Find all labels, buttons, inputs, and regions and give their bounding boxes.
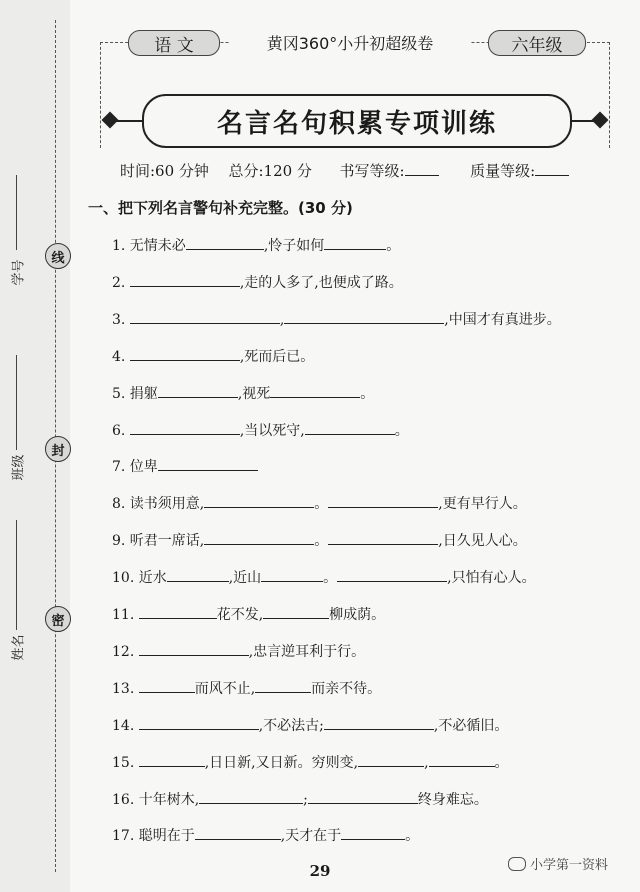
question-text: ,不必循旧。 — [433, 717, 509, 734]
name-label: 姓名 — [11, 634, 27, 661]
header-dash-left — [100, 42, 101, 148]
answer-blank[interactable] — [139, 642, 249, 656]
answer-blank[interactable] — [261, 568, 323, 582]
question-text: ,只怕有心人。 — [447, 570, 536, 587]
total-score: 总分:120 分 — [228, 162, 312, 180]
quality-grade-blank[interactable] — [535, 161, 569, 176]
answer-blank[interactable] — [139, 605, 217, 619]
answer-blank[interactable] — [429, 753, 495, 767]
student-id-label: 学号 — [11, 259, 27, 286]
question-text: 13. — [112, 680, 139, 697]
class-label: 班级 — [11, 454, 27, 481]
question-text: ,忠言逆耳利于行。 — [248, 643, 366, 660]
watermark — [508, 854, 608, 873]
question-text: 3. — [112, 311, 130, 328]
page-title: 名言名句积累专项训练 — [142, 94, 572, 148]
question-2 — [112, 272, 403, 292]
question-text: ; — [303, 791, 308, 808]
question-text: , — [279, 311, 285, 328]
seal-line: 线 — [45, 243, 71, 269]
question-text: 花不发, — [216, 607, 264, 623]
question-text: 。 — [360, 385, 375, 402]
question-12 — [112, 641, 365, 661]
answer-blank[interactable] — [324, 716, 434, 730]
question-17 — [112, 825, 419, 845]
question-text: 17. 聪明在于 — [112, 828, 195, 845]
answer-blank[interactable] — [305, 421, 395, 435]
grade-badge: 六年级 — [488, 30, 586, 56]
answer-blank[interactable] — [204, 531, 314, 545]
answer-blank[interactable] — [337, 568, 447, 582]
answer-blank[interactable] — [130, 273, 240, 287]
question-text: ,更有早行人。 — [438, 496, 527, 513]
question-text: ,走的人多了,也便成了路。 — [239, 274, 403, 291]
seal-secret: 密 — [45, 606, 71, 632]
question-text: 6. — [112, 422, 130, 439]
answer-blank[interactable] — [204, 494, 314, 508]
question-13 — [112, 678, 381, 698]
answer-blank[interactable] — [284, 310, 444, 324]
question-4 — [112, 346, 314, 366]
exam-info — [120, 160, 569, 181]
question-8 — [112, 493, 527, 513]
question-text: ,近山 — [228, 570, 262, 587]
section-heading: 一、把下列名言警句补充完整。(30 分) — [88, 199, 353, 217]
answer-blank[interactable] — [255, 679, 311, 693]
question-text: ,死而后已。 — [239, 348, 315, 365]
answer-blank[interactable] — [324, 236, 386, 250]
question-1 — [112, 235, 400, 255]
question-text: 12. — [112, 643, 139, 660]
answer-blank[interactable] — [139, 716, 259, 730]
student-id-line — [16, 175, 17, 250]
question-text: 柳成荫。 — [329, 607, 386, 623]
seal-seal: 封 — [45, 436, 71, 462]
answer-blank[interactable] — [308, 790, 418, 804]
question-10 — [112, 567, 536, 587]
question-9 — [112, 530, 527, 550]
watermark-text: 小学第一资料 — [530, 858, 609, 873]
writing-grade-label: 书写等级: — [339, 162, 405, 180]
answer-blank[interactable] — [328, 494, 438, 508]
question-5 — [112, 383, 374, 403]
question-text: 2. — [112, 274, 130, 291]
answer-blank[interactable] — [167, 568, 229, 582]
answer-blank[interactable] — [199, 790, 303, 804]
answer-blank[interactable] — [158, 457, 258, 471]
question-text: 4. — [112, 348, 130, 365]
question-text: 。 — [494, 754, 509, 771]
answer-blank[interactable] — [341, 826, 405, 840]
question-text: 。 — [394, 422, 409, 439]
subject-badge: 语 文 — [128, 30, 220, 56]
answer-blank[interactable] — [139, 679, 195, 693]
question-text: 。 — [314, 496, 329, 513]
time-limit: 时间:60 分钟 — [120, 162, 209, 180]
question-text: ,中国才有真进步。 — [444, 311, 561, 328]
header-dash-right — [609, 42, 610, 148]
answer-blank[interactable] — [139, 753, 205, 767]
question-text: 而亲不待。 — [311, 680, 382, 697]
question-text: ,天才在于 — [280, 828, 342, 845]
question-text: ,日日新,又日新。穷则变, — [204, 754, 359, 771]
quality-grade-label: 质量等级: — [470, 162, 536, 180]
question-6 — [112, 420, 409, 440]
question-text: 1. 无情未必 — [112, 238, 186, 254]
question-text: 。 — [314, 533, 329, 550]
question-text: 10. 近水 — [112, 570, 167, 587]
name-line — [16, 520, 17, 630]
question-11 — [112, 604, 385, 624]
question-text: 。 — [405, 828, 420, 845]
question-text: 8. 读书须用意, — [112, 496, 205, 513]
question-14 — [112, 715, 508, 735]
question-text: 5. 捐躯 — [112, 385, 158, 402]
question-text: ,日久见人心。 — [438, 533, 527, 550]
page-number: 29 — [309, 862, 331, 880]
question-text: 15. — [112, 754, 139, 771]
answer-blank[interactable] — [130, 347, 240, 361]
series-title: 黄冈360°小升初超级卷 — [230, 31, 470, 54]
binding-strip — [0, 0, 70, 892]
class-line — [16, 355, 17, 450]
answer-blank[interactable] — [130, 421, 240, 435]
question-text: 而风不止, — [194, 680, 256, 697]
answer-blank[interactable] — [358, 753, 424, 767]
question-text: 11. — [112, 607, 139, 623]
answer-blank[interactable] — [263, 605, 329, 619]
answer-blank[interactable] — [130, 310, 280, 324]
answer-blank[interactable] — [158, 384, 238, 398]
writing-grade-blank[interactable] — [405, 161, 439, 176]
question-text: ,怜子如何 — [263, 238, 325, 254]
question-text: ,当以死守, — [239, 422, 305, 439]
answer-blank[interactable] — [328, 531, 438, 545]
question-text: , — [424, 754, 429, 771]
diamond-left-icon — [102, 112, 119, 129]
question-15 — [112, 752, 509, 772]
question-text: 14. — [112, 717, 139, 734]
question-text: 。 — [386, 238, 401, 254]
question-text: ,视死 — [237, 385, 271, 402]
question-16 — [112, 789, 488, 809]
question-text: 9. 听君一席话, — [112, 533, 205, 550]
question-text: 7. 位卑 — [112, 459, 158, 476]
answer-blank[interactable] — [186, 236, 264, 250]
wechat-icon — [508, 857, 526, 871]
diamond-right-icon — [592, 112, 609, 129]
answer-blank[interactable] — [270, 384, 360, 398]
question-text: 。 — [323, 570, 338, 587]
question-3 — [112, 309, 561, 329]
question-text: ,不必法古; — [258, 717, 324, 734]
question-7 — [112, 456, 258, 476]
answer-blank[interactable] — [195, 826, 281, 840]
question-text: 终身难忘。 — [417, 791, 488, 808]
question-text: 16. 十年树木, — [112, 791, 200, 808]
